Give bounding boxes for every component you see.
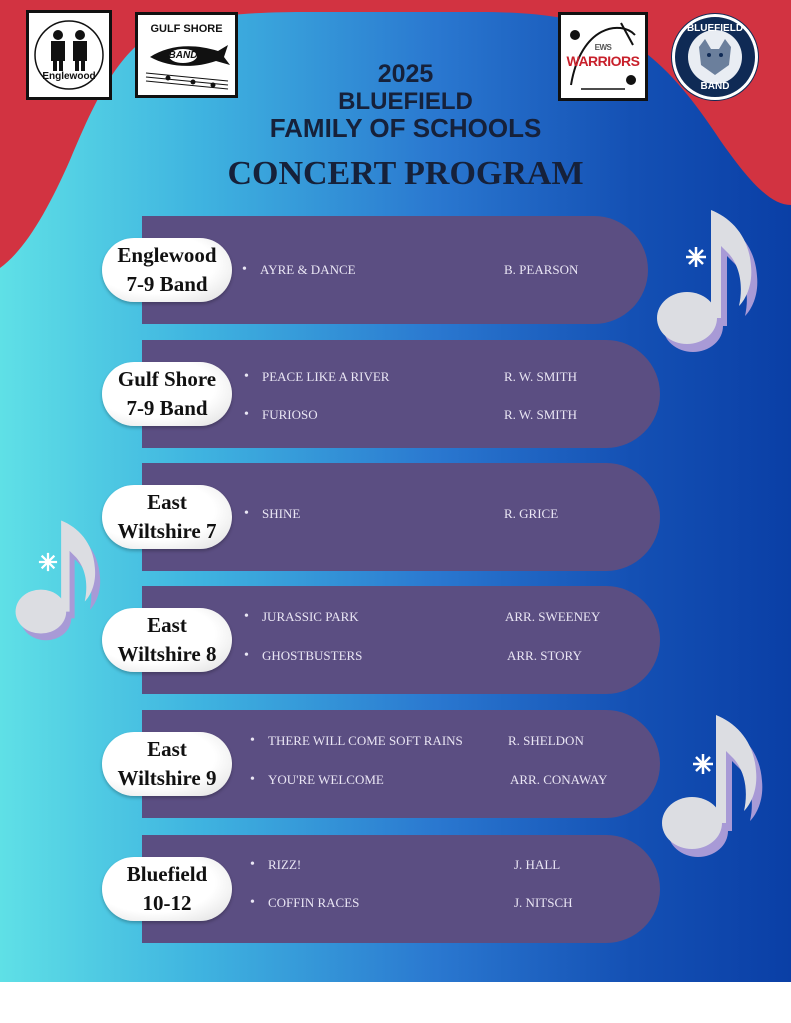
gulf-shore-logo-text: GULF SHORE — [150, 23, 223, 35]
band-name-line-1: East — [147, 737, 187, 761]
piece-title: YOU'RE WELCOME — [268, 772, 384, 787]
piece-title: AYRE & DANCE — [260, 262, 356, 277]
composer: ARR. CONAWAY — [510, 772, 608, 787]
band-name-line-1: East — [147, 613, 187, 637]
program-item — [142, 506, 660, 526]
bullet-icon: • — [250, 857, 255, 872]
program-item — [142, 857, 660, 877]
gulf-shore-logo-subtext: BAND — [168, 50, 198, 61]
sparkle-icon — [692, 753, 714, 775]
music-note-icon — [655, 200, 775, 360]
composer: R. W. SMITH — [504, 369, 577, 384]
band-name-line-2: 10-12 — [142, 891, 192, 915]
bullet-icon: • — [244, 609, 249, 624]
band-name-line-2: Wiltshire 9 — [117, 766, 217, 790]
piece-title: RIZZ! — [268, 857, 302, 872]
band-name-line-2: 7-9 Band — [126, 272, 208, 296]
warriors-logo-subtext: EWS — [594, 43, 612, 52]
band-name-line-1: Englewood — [117, 243, 217, 267]
band-section — [117, 710, 660, 818]
band-name-line-2: Wiltshire 7 — [117, 519, 217, 543]
composer: R. GRICE — [504, 506, 559, 521]
band-name-line-1: Gulf Shore — [117, 367, 217, 391]
piece-title: FURIOSO — [262, 407, 318, 422]
bullet-icon: • — [244, 407, 249, 422]
program-item — [142, 262, 648, 282]
composer: ARR. SWEENEY — [505, 609, 601, 624]
sparkle-icon — [38, 552, 58, 572]
composer: R. SHELDON — [508, 733, 584, 748]
program-item — [142, 609, 660, 629]
program-item — [142, 407, 660, 427]
program-item — [142, 369, 660, 389]
program-item — [142, 648, 660, 668]
band-section — [117, 586, 660, 694]
band-section — [126, 835, 660, 943]
englewood-logo-text: Englewood — [42, 71, 96, 82]
bullet-icon: • — [244, 506, 249, 521]
piece-title: SHINE — [262, 506, 301, 521]
band-section — [117, 340, 660, 448]
piece-title: THERE WILL COME SOFT RAINS — [268, 733, 463, 748]
warriors-logo-text: WARRIORS — [566, 53, 640, 69]
page-title: CONCERT PROGRAM — [227, 155, 584, 192]
music-note-icon — [12, 512, 117, 647]
bullet-icon: • — [250, 733, 255, 748]
bullet-icon: • — [244, 369, 249, 384]
bullet-icon: • — [244, 648, 249, 663]
composer: B. PEARSON — [504, 262, 579, 277]
piece-title: PEACE LIKE A RIVER — [262, 369, 390, 384]
band-name-line-1: Bluefield — [126, 862, 208, 886]
band-name-line-2: 7-9 Band — [126, 396, 208, 420]
composer: ARR. STORY — [507, 648, 582, 663]
composer: J. HALL — [514, 857, 561, 872]
bullet-icon: • — [250, 895, 255, 910]
sparkle-icon — [685, 246, 707, 268]
headline-line-2: FAMILY OF SCHOOLS — [269, 113, 542, 143]
music-note-icon — [660, 705, 780, 865]
headline-line-1: BLUEFIELD — [338, 88, 473, 115]
composer: R. W. SMITH — [504, 407, 577, 422]
bullet-icon: • — [242, 262, 247, 277]
bluefield-logo-text-top: BLUEFIELD — [686, 23, 744, 34]
program-item — [142, 733, 660, 753]
piece-title: GHOSTBUSTERS — [262, 648, 363, 663]
band-section — [117, 216, 648, 324]
band-name-line-2: Wiltshire 8 — [117, 642, 217, 666]
band-section — [117, 463, 660, 571]
bluefield-logo-text-bottom: BAND — [700, 81, 730, 92]
band-name-line-1: East — [147, 490, 187, 514]
bullet-icon: • — [250, 772, 255, 787]
piece-title: COFFIN RACES — [268, 895, 360, 910]
program-item — [142, 895, 660, 915]
piece-title: JURASSIC PARK — [262, 609, 359, 624]
composer: J. NITSCH — [514, 895, 573, 910]
program-item — [142, 772, 660, 792]
program-year: 2025 — [377, 60, 434, 88]
